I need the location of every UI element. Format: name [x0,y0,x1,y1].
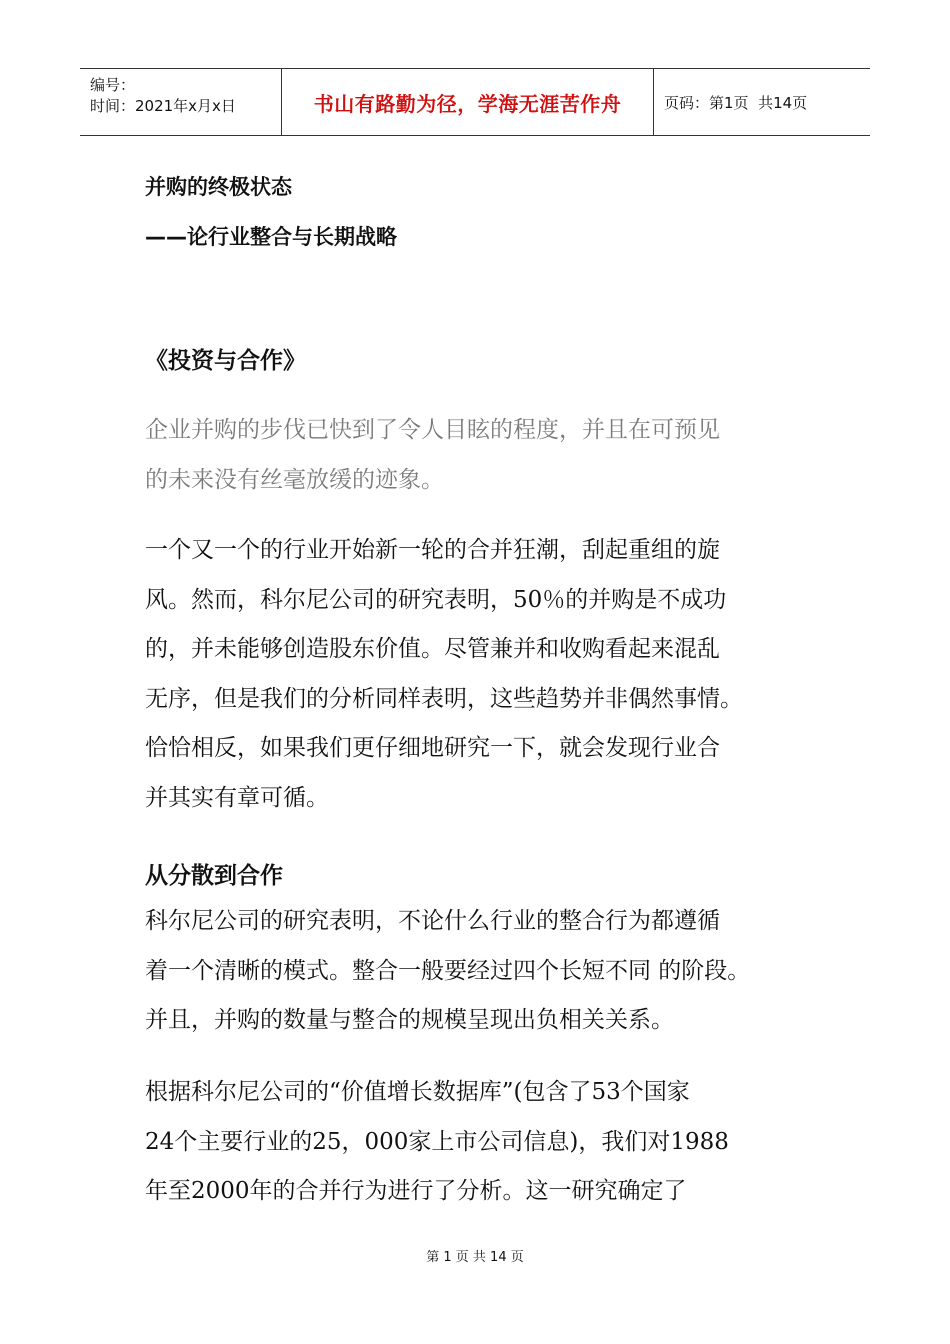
doc-title: 并购的终极状态 [145,175,292,199]
header-number: 编号： [90,76,136,94]
paragraph-2 [145,897,805,1046]
header-time: 时间：2021年x月x日 [90,97,236,115]
header-page-text: 页码：第1页 共14页 [664,93,808,112]
paragraph-line: 科尔尼公司的研究表明，不论什么行业的整合行为都遵循 [145,908,720,934]
paragraph-line: 根据科尔尼公司的“价值增长数据库”(包含了53个国家 [145,1079,690,1105]
page-header [80,68,870,136]
paragraph-line: 恰恰相反，如果我们更仔细地研究一下，就会发现行业合 [145,735,720,761]
paragraph-line: 企业并购的步伐已快到了令人目眩的程度，并且在可预见 [145,417,720,443]
paragraph-line: 年至2000年的合并行为进行了分析。这一研究确定了 [145,1178,687,1204]
paragraph-line: 并其实有章可循。 [145,784,329,811]
paragraph-line: 的未来没有丝毫放缓的迹象。 [145,466,444,493]
paragraph-line: 风。然而，科尔尼公司的研究表明，50％的并购是不成功 [145,586,727,613]
paragraph-line: 着一个清晰的模式。整合一般要经过四个长短不同 的阶段。 [145,957,751,984]
section-heading: 从分散到合作 [145,863,283,889]
paragraph-line: 无序，但是我们的分析同样表明，这些趋势并非偶然事情。 [145,685,743,712]
header-page-info [654,69,870,135]
page-footer: 第 1 页 共 14 页 [426,1250,524,1265]
doc-subtitle: ——论行业整合与长期战略 [145,225,397,249]
paragraph-line: 的，并未能够创造股东价值。尽管兼并和收购看起来混乱 [145,636,720,662]
header-motto: 书山有路勤为径，学海无涯苦作舟 [282,69,654,135]
paragraph-1 [145,526,805,823]
paragraph-line: 并且，并购的数量与整合的规模呈现出负相关关系。 [145,1007,674,1033]
paragraph-3 [145,1068,805,1217]
doc-source: 《投资与合作》 [145,348,306,374]
intro-paragraph [145,406,805,505]
paragraph-line: 一个又一个的行业开始新一轮的合并狂潮，刮起重组的旋 [145,537,720,563]
paragraph-line: 24个主要行业的25，000家上市公司信息)，我们对1988 [145,1128,729,1155]
header-meta [80,69,282,135]
